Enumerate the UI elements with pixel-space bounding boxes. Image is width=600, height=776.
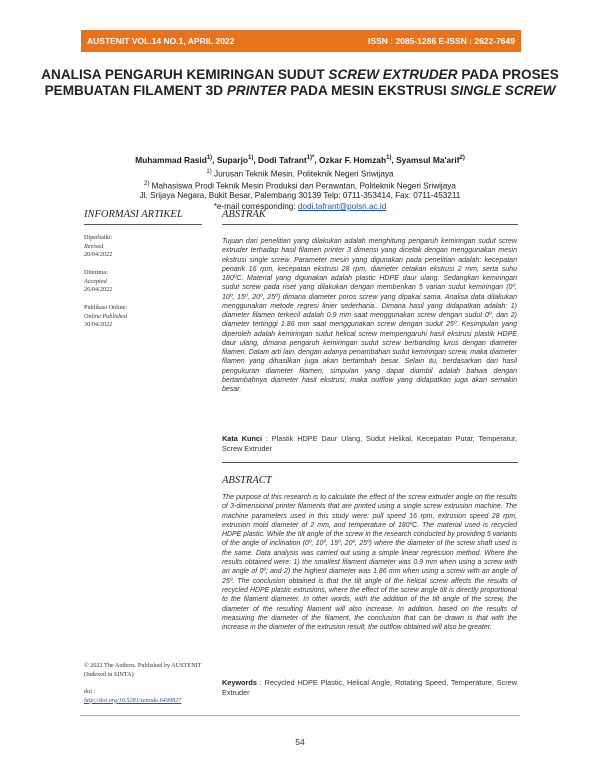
page-number: 54 <box>295 737 305 747</box>
author: Syamsul Ma'arif <box>396 155 460 165</box>
abstract-heading: ABSTRACT <box>222 475 272 486</box>
abstrak-heading: ABSTRAK <box>222 209 266 220</box>
doi-link[interactable]: http://doi.org/10.5281/zenodo.6499827 <box>84 696 182 704</box>
published-date: Publikasi Online: Online Published 30/04/2022 <box>84 304 128 329</box>
journal-header-bar <box>81 30 521 52</box>
author-list: Muhammad Rasid$^{1)}$, Suparjo$^{1)}$, Dodi Tafrant$^{1)*}$, Ozkar F. Homzah$^{1)}$, Syamsul Ma'arif$^{2)}$ <box>135 155 465 165</box>
footer-divider <box>80 715 520 716</box>
divider <box>222 224 518 225</box>
keywords: Keywords : Recycled HDPE Plastic, Helical Angle, Rotating Speed, Temperature, Screw Extruder <box>222 678 517 697</box>
info-heading: INFORMASI ARTIKEL <box>84 209 183 220</box>
revised-date: Diperbaiki: Revised 20/04/2022 <box>84 234 113 259</box>
journal-volume: AUSTENIT VOL.14 NO.1, APRIL 2022 <box>87 36 235 46</box>
affiliation-2: $^{2)}$ Mahasiswa Prodi Teknik Mesin Produksi dan Perawatan, Politeknik Negeri Sriwijaya <box>144 181 456 191</box>
email-line: *e-mail corresponding: dodi.tafrant@polsri.ac.id <box>213 202 387 211</box>
author: Dodi Tafrant <box>258 155 307 165</box>
journal-issn: ISSN : 2085-1286 E-ISSN : 2622-7649 <box>368 36 515 46</box>
email-link[interactable]: dodi.tafrant@polsri.ac.id <box>297 202 387 211</box>
kata-kunci: Kata Kunci : Plastik HDPE Daur Ulang, Sudut Helikal, Kecepatan Putar, Temperatur, Screw Extruder <box>222 434 517 453</box>
divider <box>222 462 518 463</box>
abstract-body: The purpose of this research is to calculate the effect of the screw extruder angle on the results of 3-dimensional printer filaments that are printed using a single screw extrusion machine. The machine parameters used in this study were: pull speed 16 rpm, extrusion speed 28 rpm, extrusion mold diameter of 2 mm, and temperature of 180ºC. The material used is recycled HDPE plastic. While the tilt angle of the screw in the research conducted by providing 5 variants of the angle of inclination (0º, 10º, 15º, 20º, 25º) where the diameter of the screw shaft used is the same. Data analysis was carried out using a simple linear regression method. Where the results obtained were: 1) the smallest filament diameter was 0.9 mm when using a screw with an angle of 0º; and 2) the highest diameter was 1.86 mm when using a screw with an angle of 25º. The conclusion obtained is that the tilt angle of the helical screw affects the results of recycled HDPE plastic extrusions, where the effect of the screw angle tilt is directly proportional to the filament diameter. In other words, with the addition of the tilt angle of the screw, the diameter of the resulting filament will also increase. In addition, based on the results of measuring the diameter of the filament, the conclusion that can be drawn is that with the increase in the diameter of the extrusion result, the outflow obtained will also be greater. <box>222 494 517 632</box>
author: Suparjo <box>216 155 249 165</box>
doi-block: doi : http://doi.org/10.5281/zenodo.6499827 <box>84 688 182 704</box>
copyright-note: © 2022 The Authors. Published by AUSTENIT (Indexed in SINTA) <box>84 662 202 678</box>
affiliation-1: $^{1)}$ Jurusan Teknik Mesin, Politeknik Negeri Sriwijaya <box>206 169 394 179</box>
paper-title: ANALISA PENGARUH KEMIRINGAN SUDUT SCREW EXTRUDER PADA PROSES PEMBUATAN FILAMENT 3D PRINTER PADA MESIN EKSTRUSI SINGLE SCREW <box>41 67 559 98</box>
address: Jl. Srijaya Negara, Bukit Besar, Palembang 30139 Telp: 0711-353414, Fax: 0711-453211 <box>139 191 461 200</box>
divider <box>84 224 202 225</box>
accepted-date: Diterima: Accepted 26/04/2022 <box>84 269 113 294</box>
abstrak-body: Tujuan dari penelitian yang dilakukan adalah menghitung pengaruh kemiringan sudut screw extruder terhadap hasil filamen printer 3 dimensi yang dicetak dengan menggunakan mesin ekstrusi single screw. Parameter mesin yang digunakan pada penelitian adalah: kecepatan penarik 16 rpm, kecepatan ekstrusi 28 rpm, diameter cetakan ekstrusi 2 mm, serta suhu 180ºC. Material yang digunakan adalah plastic HDPE daur ulang. Sedangkan kemiringan sudut screw pada riset yang dilakukan dengan memberikan 5 varian sudut kemiringan (0º, 10º, 15º, 20º, 25º) dimana diameter poros screw yang dipakai sama. Analisa data dilakukan menggunakan metode regresi linier sederhana.. Dimana hasil yang didapatkan adalah: 1) diameter filamen terkecil adalah 0.9 mm saat menggunakan screw dengan sudut 0º, dan 2) diameter tertinggi 1.86 mm saat menggunakan screw dengan sudut 25º. Kesimpulan yang diperoleh adalah kemiringan sudut helical screw mempengaruhi hasil ekstrusi plastik HDPE daur ulang, dimana pengaruh kemiringan sudut screw berbanding lurus dengan diameter filamen. Dalam arti lain, dengan adanya penambahan sudut kemiringan screw, maka diameter filamen yang dihasilkan juga akan bertambah besar. Selain itu, berdasarkan dari hasil pengukuran diameter filamen, simpulan yang dapat diambil adalah bahwa dengan bertambahnya diameter hasil ekstrusi, maka outflow yang didapatkan juga akan semakin besar. <box>222 238 517 393</box>
author: Ozkar F. Homzah <box>319 155 387 165</box>
author: Muhammad Rasid <box>135 155 207 165</box>
